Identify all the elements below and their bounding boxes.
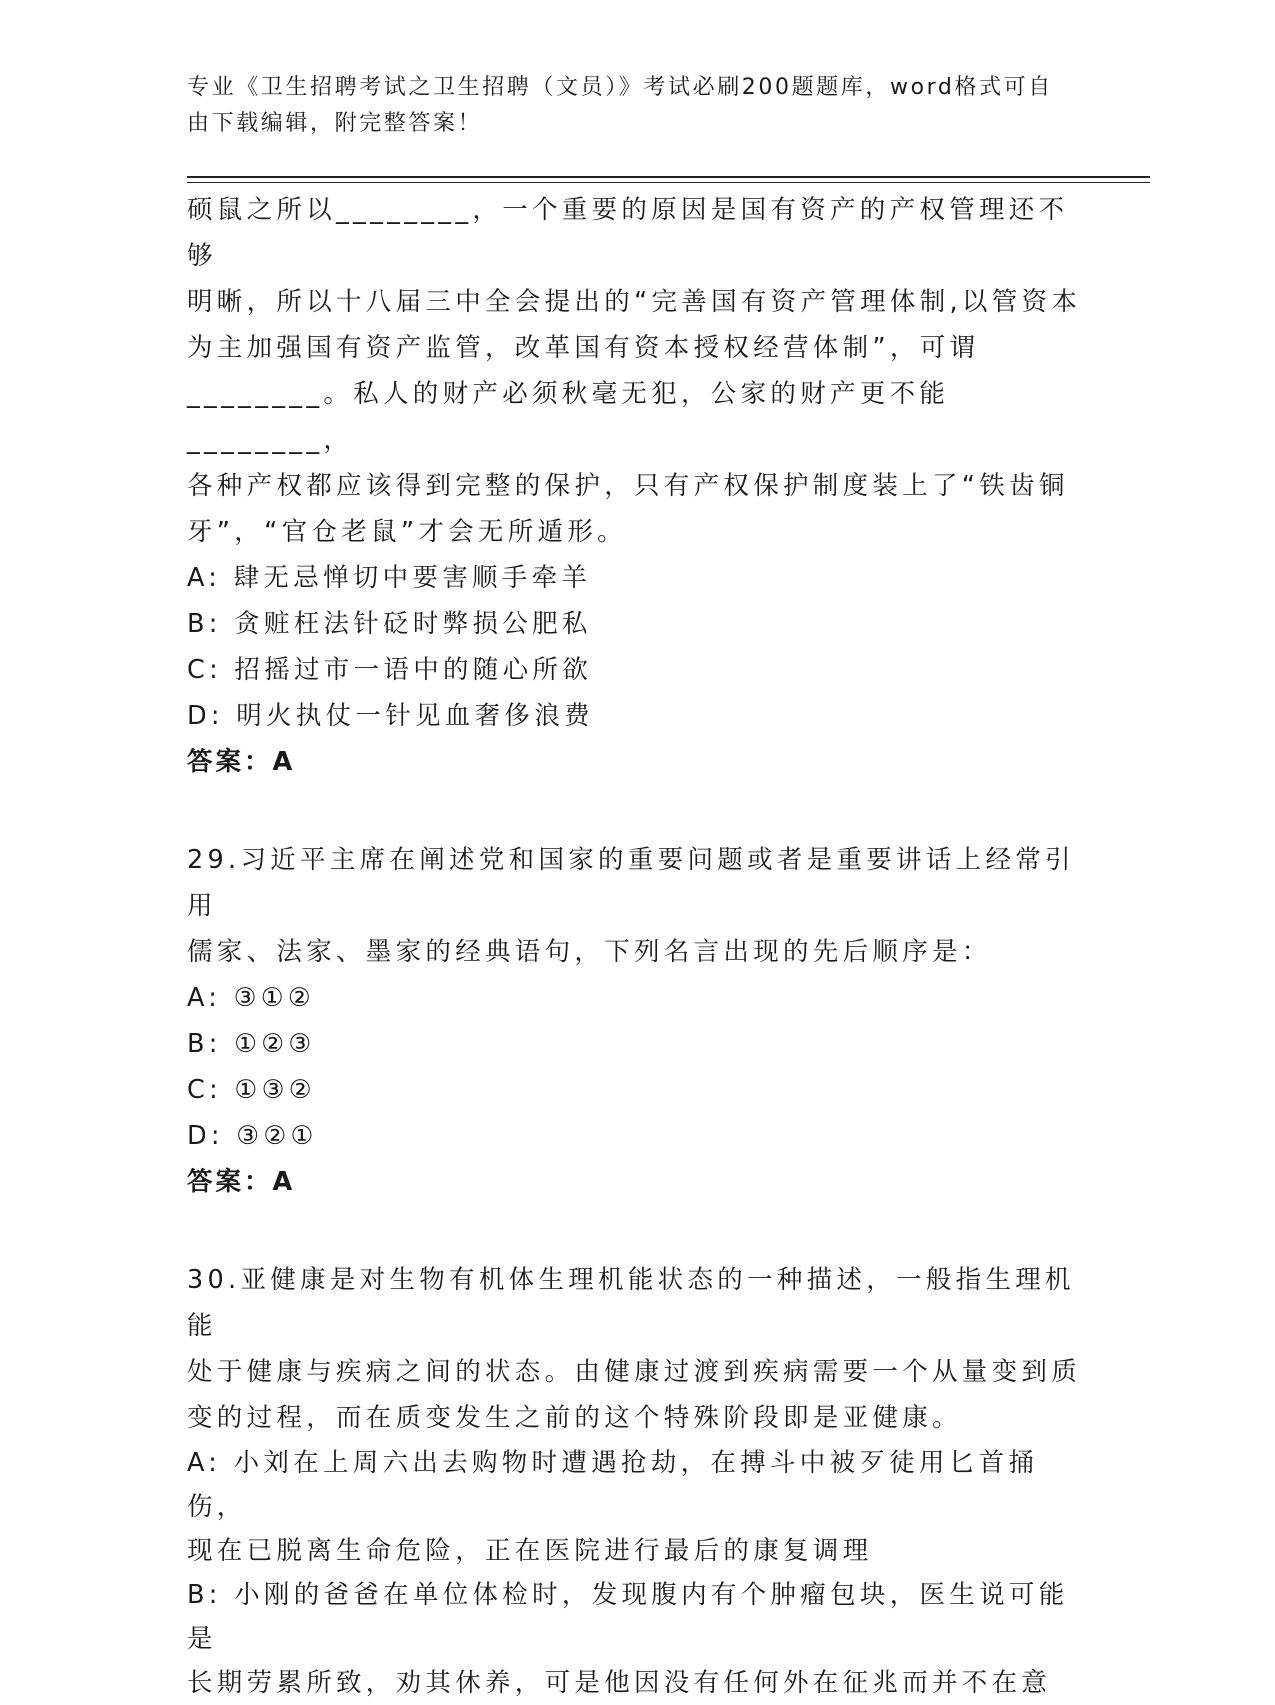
question-stem-line: 变的过程，而在质变发生之前的这个特殊阶段即是亚健康。 [187,1403,962,1433]
option-text: ①③② [234,1075,316,1105]
option-label: C: [187,1075,222,1105]
answer-line: 答案：A [187,1167,296,1197]
option-a-continued: 现在已脱离生命危险，正在医院进行最后的康复调理 [187,1536,873,1566]
option-text: 小刘在上周六出去购物时遭遇抢劫，在搏斗中被歹徒用匕首捅伤， [187,1448,1039,1522]
option-d [187,1113,1087,1159]
question-stem-line: 处于健康与疾病之间的状态。由健康过渡到疾病需要一个从量变到质 [187,1357,1082,1387]
header-line-1: 专业《卫生招聘考试之卫生招聘（文员）》考试必刷200题题库，word格式可自 [187,75,1053,100]
option-text: 小刚的爸爸在单位体检时，发现腹内有个肿瘤包块，医生说可能是 [187,1580,1069,1654]
option-label: D: [187,701,224,731]
question-stem-line: 明晰，所以十八届三中全会提出的“完善国有资产管理体制,以管资本 [187,287,1082,317]
option-label: A: [187,563,222,593]
option-label: B: [187,609,222,639]
option-b [187,1573,1087,1661]
answer-line: 答案：A [187,747,296,777]
option-b [187,1021,1087,1067]
option-label: A: [187,1448,222,1478]
option-a [187,1441,1087,1529]
option-d [187,693,1087,739]
question-stem-line: 儒家、法家、墨家的经典语句，下列名言出现的先后顺序是： [187,937,992,967]
header-divider-thick [187,176,1150,178]
question-content [187,187,1087,1705]
header-line-2: 由下载编辑，附完整答案！ [187,111,483,136]
question-29 [187,837,1087,1205]
question-stem-line: 29.习近平主席在阐述党和国家的重要问题或者是重要讲话上经常引用 [187,845,1075,921]
option-text: 肆无忌惮切中要害顺手牵羊 [233,563,592,593]
question-stem-line: ________。私人的财产必须秋毫无犯，公家的财产更不能________， [187,379,950,455]
document-header [187,70,1067,142]
option-text: ③①② [233,983,316,1013]
option-text: 招摇过市一语中的随心所欲 [234,655,593,685]
question-stem-line: 牙”，“官仓老鼠”才会无所遁形。 [187,517,627,547]
question-stem-line: 硕鼠之所以________，一个重要的原因是国有资产的产权管理还不够 [187,195,1069,271]
question-28 [187,187,1087,785]
question-stem-line: 各种产权都应该得到完整的保护，只有产权保护制度装上了“铁齿铜 [187,471,1069,501]
option-b-continued: 长期劳累所致，劝其休养，可是他因没有任何外在征兆而并不在意 [187,1668,1052,1698]
option-label: A: [187,983,222,1013]
header-divider-thin [187,182,1150,183]
option-label: B: [187,1580,222,1610]
option-c [187,647,1087,693]
question-stem-line: 30.亚健康是对生物有机体生理机能状态的一种描述，一般指生理机能 [187,1265,1075,1341]
option-label: B: [187,1029,222,1059]
option-a [187,555,1087,601]
question-stem-line: 为主加强国有资产监管，改革国有资本授权经营体制”，可谓 [187,333,980,363]
option-a [187,975,1087,1021]
option-text: ①②③ [234,1029,316,1059]
question-30 [187,1257,1087,1705]
option-c [187,1067,1087,1113]
option-label: C: [187,655,222,685]
option-text: ③②① [236,1121,318,1151]
option-b [187,601,1087,647]
option-text: 明火执仗一针见血奢侈浪费 [236,701,594,731]
option-text: 贪赃枉法针砭时弊损公肥私 [234,609,592,639]
option-label: D: [187,1121,224,1151]
